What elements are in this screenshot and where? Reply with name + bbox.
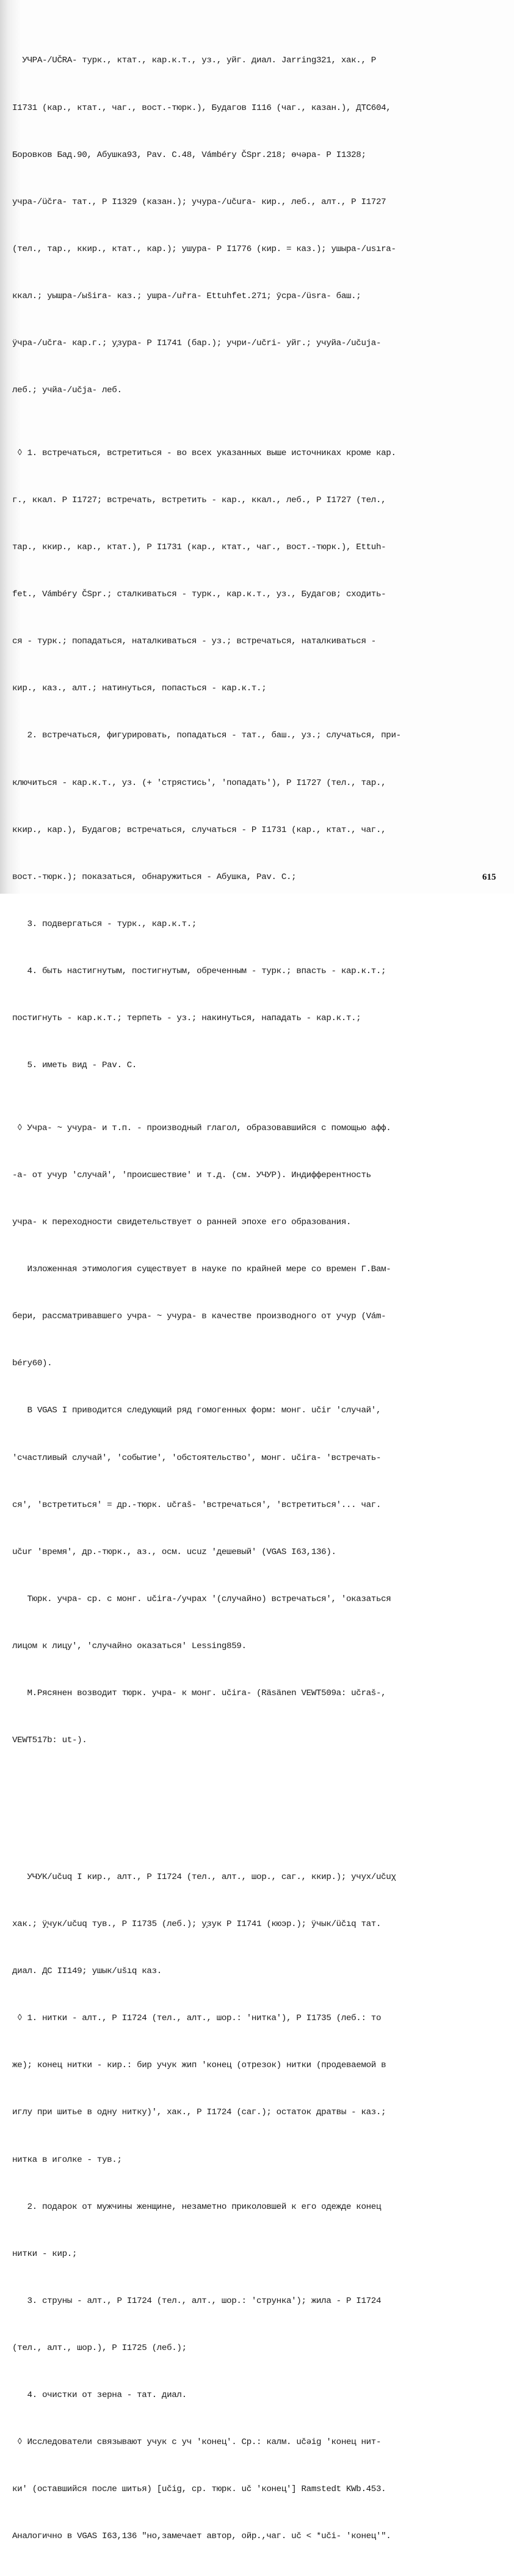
- text-line: ◊ 1. встречаться, встретиться - во всех указанных выше источниках кроме кар.: [12, 448, 396, 458]
- text-line: М.Рясянен возводит тюрк. учра- к монг. učira- (Räsänen VEWT509a: učraš-,: [12, 1688, 386, 1698]
- dictionary-text: [12, 22, 507, 2576]
- page-number: 615: [482, 872, 496, 882]
- text-line: постигнуть - кар.к.т.; терпеть - уз.; накинуться, нападать - кар.к.т.;: [12, 1013, 361, 1023]
- text-line: учра- к переходности свидетельствует о ранней эпохе его образования.: [12, 1217, 352, 1228]
- text-line: Тюрк. учра- ср. с монг. učira-/учрах '(случайно) встречаться', 'оказаться: [12, 1594, 391, 1604]
- text-line: ӱчра-/učra- кар.г.; у̧зура- Р I1741 (бар.); учри-/učri- уйг.; учуйа-/učuja-: [12, 338, 382, 348]
- text-line: (тел., тар., ккир., ктат., кар.); ушура- Р I1776 (кир. = каз.); ушыра-/usıra-: [12, 244, 396, 254]
- text-line: 4. очистки от зерна - тат. диал.: [12, 2390, 187, 2401]
- text-line: ся - турк.; попадаться, наталкиваться - уз.; встречаться, наталкиваться -: [12, 637, 376, 647]
- text-line: 5. иметь вид - Pav. C.: [12, 1060, 137, 1071]
- text-line: тар., ккир., кар., ктат.), Р I1731 (кар., ктат., чаг., вост.-тюрк.), Ettuh-: [12, 542, 386, 553]
- text-line: 2. подарок от мужчины женщине, незаметно приколовшей к его одежде конец: [12, 2202, 382, 2212]
- text-line: УЧРА-/UČRA- турк., ктат., кар.к.т., уз., уйг. диал. Jarring321, хак., Р: [12, 56, 376, 66]
- text-line: fet., Vámbéry ČSpr.; сталкиваться - турк., кар.к.т., уз., Будагов; сходить-: [12, 589, 386, 600]
- text-line: В VGAS I приводится следующий ряд гомогенных форм: монг. učir 'случай',: [12, 1406, 382, 1416]
- text-line: Изложенная этимология существует в науке по крайней мере со времен Г.Вам-: [12, 1264, 391, 1275]
- text-line: иглу при шитье в одну нитку)', хак., Р I1724 (саг.); остаток дратвы - каз.;: [12, 2107, 386, 2118]
- text-line: VEWT517b: ut-).: [12, 1735, 87, 1746]
- text-line: учра-/üčra- тат., Р I1329 (казан.); учура-/učura- кир., леб., алт., Р I1727: [12, 197, 386, 207]
- text-line: хак.; ӱ̧чук/učuq тув., Р I1735 (леб.); у̧зук Р I1741 (кюэр.); ӱчык/üčıq тат.: [12, 1919, 382, 1930]
- text-line: ◊ Исследователи связывают учук с уч 'конец'. Ср.: калм. učǝig 'конец нит-: [12, 2437, 382, 2448]
- text-line: 'счастливый случай', 'событие', 'обстоятельство', монг. učira- 'встречать-: [12, 1453, 382, 1463]
- text-line: леб.; учйа-/učja- леб.: [12, 385, 122, 396]
- text-line: ◊ Учра- ~ учура- и т.п. - производный глагол, образовавшийся с помощью афф.: [12, 1123, 391, 1133]
- text-line: ключиться - кар.к.т., уз. (+ 'стрястись', 'попадать'), Р I1727 (тел., тар.,: [12, 778, 386, 788]
- text-line: 3. струны - алт., Р I1724 (тел., алт., шор.: 'струнка'); жила - Р I1724: [12, 2296, 382, 2306]
- text-line: (тел., алт., шор.), Р I1725 (леб.);: [12, 2343, 187, 2353]
- text-line: ся', 'встретиться' = др.-тюрк. učraš- 'встречаться', 'встретиться'... чаг.: [12, 1500, 382, 1510]
- text-line: кир., каз., алт.; натинуться, попасться - кар.к.т.;: [12, 684, 267, 694]
- text-line: лицом к лицу', 'случайно оказаться' Lessing859.: [12, 1641, 247, 1651]
- text-line: нитки - кир.;: [12, 2249, 78, 2259]
- text-line: диал. ДС II149; ушык/ušıq каз.: [12, 1966, 162, 1977]
- text-line: I1731 (кар., ктат., чаг., вост.-тюрк.), Будагов I116 (чаг., казан.), ДТС604,: [12, 103, 391, 113]
- text-line: -а- от учур 'случай', 'происшествие' и т.д. (см. УЧУР). Индифферентность: [12, 1170, 371, 1180]
- text-line: бери, рассматривавшего учра- ~ учура- в качестве производного от учур (Vám-: [12, 1312, 386, 1322]
- text-line: г., ккал. Р I1727; встречать, встретить - кар., ккал., леб., Р I1727 (тел.,: [12, 495, 386, 505]
- text-line: 2. встречаться, фигурировать, попадаться - тат., баш., уз.; случаться, при-: [12, 731, 401, 741]
- text-line: ккир., кар.), Будагов; встречаться, случаться - Р I1731 (кар., ктат., чаг.,: [12, 825, 386, 835]
- text-line: ккал.; уышра-/ыšira- каз.; ушра-/uřra- Ettuhfet.271; ӯсра-/üsra- баш.;: [12, 291, 361, 301]
- text-line: Аналогично в VGAS I63,136 "но,замечает автор, ойр.,чаг. uč < *uči- 'конец'".: [12, 2531, 391, 2542]
- text-line: ки' (оставшийся после шитья) [učig, ср. тюрк. uč 'конец'] Ramstedt KWb.453.: [12, 2484, 386, 2495]
- text-line: 3. подвергаться - турк., кар.к.т.;: [12, 919, 197, 929]
- text-line: 4. быть настигнутым, постигнутым, обреченным - турк.; впасть - кар.к.т.;: [12, 966, 386, 976]
- text-line: béry60).: [12, 1359, 52, 1369]
- text-line: же); конец нитки - кир.: бир учук жип 'конец (отрезок) нитки (продеваемой в: [12, 2060, 386, 2071]
- entry-separator: [12, 1796, 507, 1823]
- text-line: ◊ 1. нитки - алт., Р I1724 (тел., алт., шор.: 'нитка'), Р I1735 (леб.: то: [12, 2013, 382, 2024]
- text-line: učur 'время', др.-тюрк., аз., осм. ucuz 'дешевый' (VGAS I63,136).: [12, 1547, 336, 1557]
- text-line: Боровков Бад.90, Абушка93, Pav. C.48, Vámbéry ČSpr.218; өчəра- Р I1328;: [12, 150, 366, 160]
- text-line: вост.-тюрк.); показаться, обнаружиться - Абушка, Pav. C.;: [12, 872, 297, 882]
- text-line: нитка в иголке - тув.;: [12, 2155, 122, 2165]
- text-line: УЧУК/učuq I кир., алт., Р I1724 (тел., алт., шор., саг., ккир.); учух/učuχ: [12, 1872, 396, 1882]
